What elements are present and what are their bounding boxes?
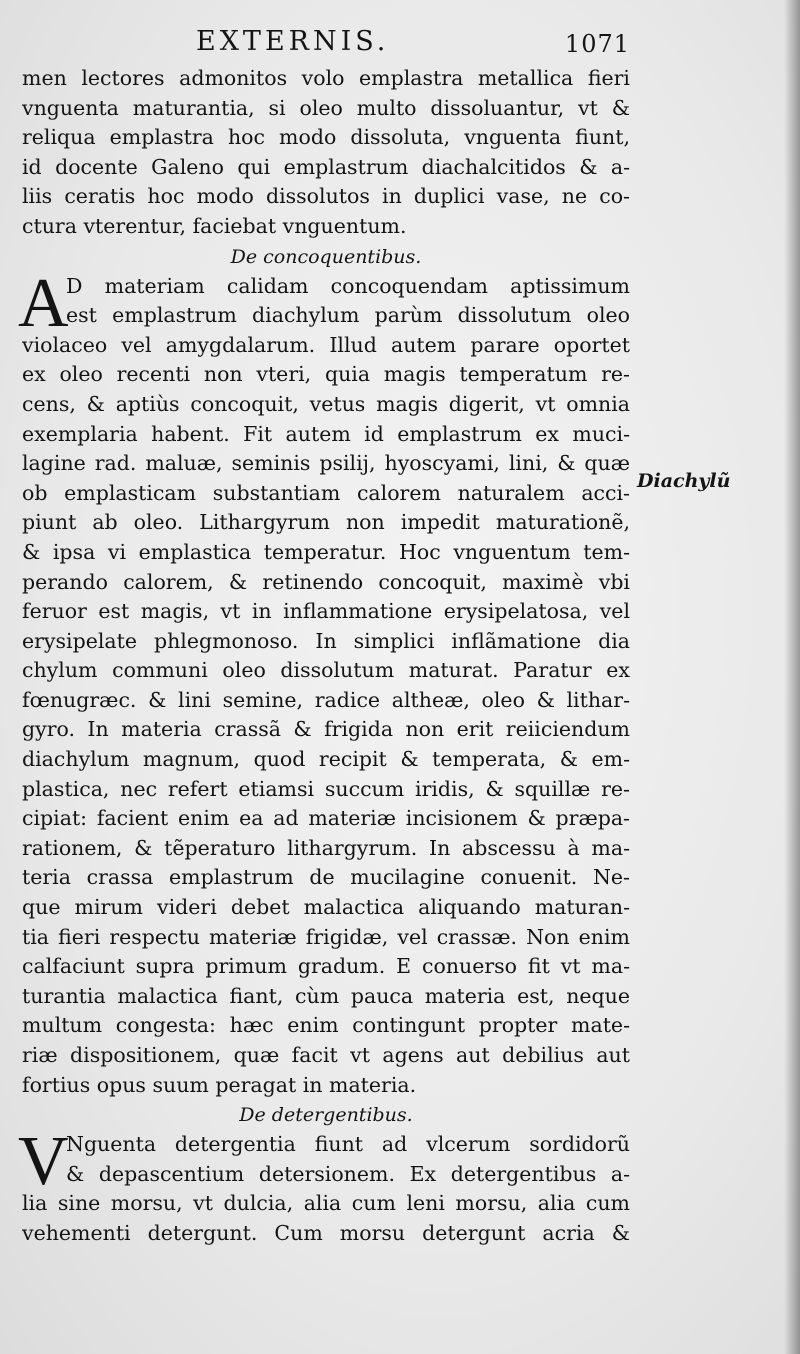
text-line: rationem, & tẽperaturo lithargyrum. In abscessu à ma- [22,835,630,860]
text-line: lia sine morsu, vt dulcia, alia cum leni morsu, alia cum [22,1191,630,1216]
text-line: lagine rad. maluæ, seminis psilij, hyoscyami, lini, & quæ [22,451,630,476]
text-line: ob emplasticam substantiam calorem naturalem acci- [22,480,630,505]
text-line: id docente Galeno qui emplastrum diachalcitidos & a- [22,154,630,179]
drop-cap: V [18,1123,69,1201]
text-line: piunt ab oleo. Lithargyrum non impedit maturationẽ, [22,510,630,535]
running-head-title: EXTERNIS. [196,26,390,57]
text-line: reliqua emplastra hoc modo dissoluta, vnguenta fiunt, [22,125,630,150]
text-line: cipiat: facient enim ea ad materiæ incisionem & præpa- [22,806,630,831]
text-line: calfaciunt supra primum gradum. E conuerso fit vt ma- [22,954,630,979]
text-line: fœnugræc. & lini semine, radice altheæ, oleo & lithar- [22,687,630,712]
text-line: fortius opus suum peragat in materia. [22,1072,417,1097]
text-line: feruor est magis, vt in inflammatione erysipelatosa, vel [22,599,630,624]
drop-cap: A [18,264,69,342]
text-line: gyro. In materia crassã & frigida non erit reiiciendum [22,717,630,742]
paragraph-detergentibus [18,1123,630,1248]
text-line: plastica, nec refert etiamsi succum iridis, & squillæ re- [22,776,630,801]
text-line: riæ dispositionem, quæ facit vt agens aut debilius aut [22,1043,630,1067]
paragraph-concoquentibus [18,264,630,1101]
text-line: tia fieri respectu materiæ frigidæ, vel crassæ. Non enim [22,924,630,949]
running-head [22,20,630,64]
text-line: & ipsa vi emplastica temperatur. Hoc vnguentum tem- [22,539,630,564]
spine-shadow [784,0,800,1354]
intro-paragraph [22,64,630,242]
text-line: est emplastrum diachylum parùm dissolutum oleo [66,303,630,328]
text-line: liis ceratis hoc modo dissolutos in duplici vase, ne co- [22,184,630,209]
section-heading-concoquentibus: De concoquentibus. [230,245,422,268]
text-line: que mirum videri debet malactica aliquando maturan- [22,895,630,920]
text-line: men lectores admonitos volo emplastra metallica fieri [22,66,630,90]
text-line: D materiam calidam concoquendam aptissimum [66,273,630,298]
page-number: 1071 [564,30,630,58]
text-line: ex oleo recenti non vteri, quia magis temperatum re- [22,362,630,387]
marginal-note: Diachylũ [637,470,731,492]
text-block [18,20,630,1249]
text-line: teria crassa emplastrum de mucilagine conuenit. Ne- [22,865,630,890]
text-line: erysipelate phlegmonoso. In simplici inflãmatione dia [22,628,630,653]
text-line: ctura vterentur, faciebat vnguentum. [22,213,407,238]
text-line: vehementi detergunt. Cum morsu detergunt acria & [22,1220,630,1245]
text-line: Nguenta detergentia fiunt ad vlcerum sordidorũ [66,1132,630,1157]
text-line: turantia malactica fiant, cùm pauca materia est, neque [22,983,630,1008]
text-line: vnguenta maturantia, si oleo multo dissoluantur, vt & [22,95,630,120]
text-line: perando calorem, & retinendo concoquit, maximè vbi [22,569,630,594]
text-line: violaceo vel amygdalarum. Illud autem parare oportet [22,332,630,357]
text-line: multum congesta: hæc enim contingunt propter mate- [22,1013,630,1038]
text-line: exemplaria habent. Fit autem id emplastrum ex muci- [22,421,630,446]
text-line: diachylum magnum, quod recipit & temperata, & em- [22,747,630,772]
text-line: chylum communi oleo dissolutum maturat. Paratur ex [22,658,630,683]
section-heading-detergentibus: De detergentibus. [239,1104,413,1127]
text-line: & depascentium detersionem. Ex detergentibus a- [66,1161,630,1186]
text-line: cens, & aptiùs concoquit, vetus magis digerit, vt omnia [22,391,630,416]
